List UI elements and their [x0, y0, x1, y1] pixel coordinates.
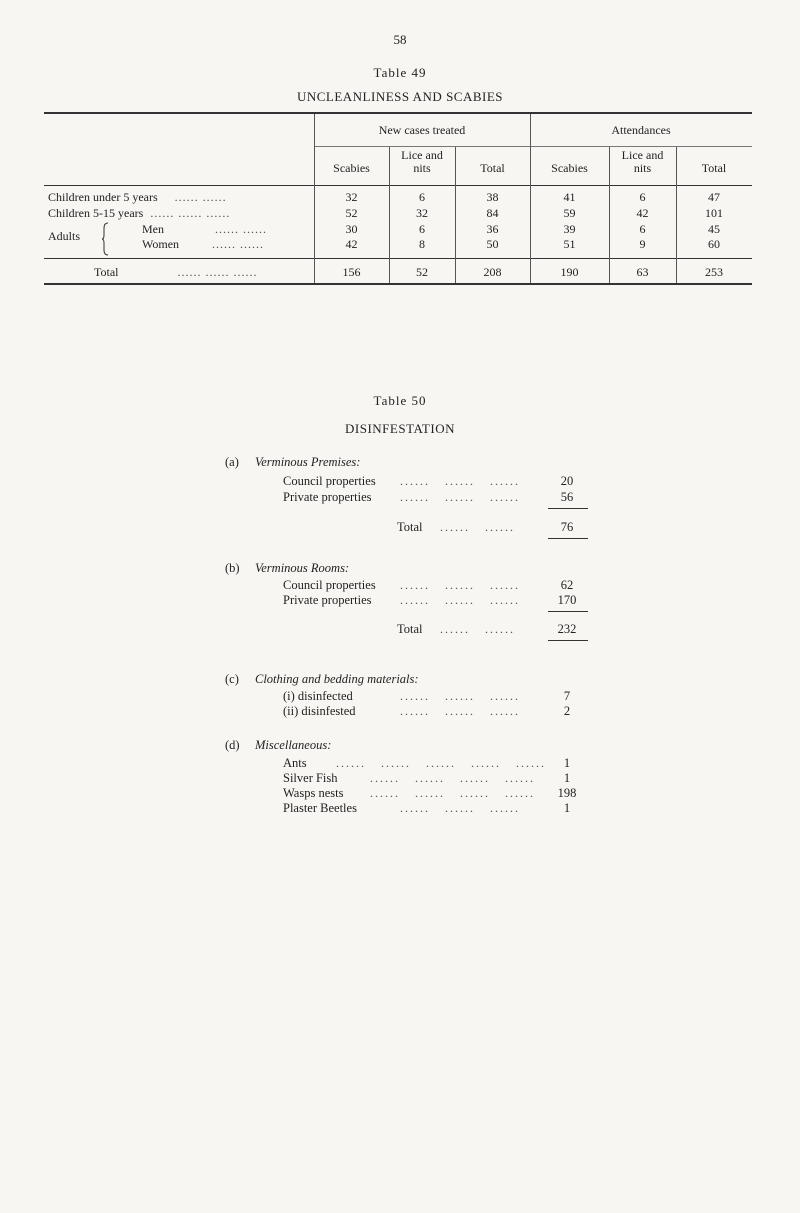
table-cell-total: 52: [416, 265, 428, 279]
leader-dots: ...... ...... ......: [177, 265, 258, 279]
list-item-label: Council properties: [283, 474, 376, 488]
leader-dots: ...... ...... ...... ......: [370, 771, 535, 785]
subtotal-rule: [548, 508, 588, 509]
list-item-value: 2: [563, 704, 571, 718]
leader-dots: ...... ...... ......: [400, 704, 520, 718]
body-rule: [44, 258, 752, 259]
col-header-lice-line1: Lice and: [401, 148, 443, 162]
table-cell: 8: [419, 237, 425, 251]
table-cell: 60: [708, 237, 720, 251]
table-cell: 9: [639, 237, 646, 251]
col-header-lice-line2: nits: [633, 161, 652, 175]
section-a-letter: (a): [225, 455, 239, 469]
table-cell: 42: [636, 206, 649, 220]
table-cell: 6: [639, 222, 646, 236]
section-c-heading: Clothing and bedding materials:: [255, 672, 419, 686]
table-cell: 50: [486, 237, 499, 251]
row-label-women: [142, 237, 264, 252]
col-header-lice: [609, 149, 676, 175]
table-50-caption: Table 50: [373, 393, 427, 408]
list-item-label: Private properties: [283, 490, 372, 504]
leader-dots: ...... ...... ......: [400, 474, 520, 488]
table-cell: 6: [419, 190, 425, 204]
header-rule: [44, 185, 752, 186]
table-cell-total: 208: [483, 265, 502, 279]
leader-dots: ...... ......: [215, 222, 267, 236]
group-rule: [314, 146, 752, 147]
subtotal-rule: [548, 611, 588, 612]
table-49-caption: Table 49: [373, 65, 427, 80]
section-b-heading: Verminous Rooms:: [255, 561, 350, 575]
row-label-total: [94, 265, 258, 280]
page-number: 58: [393, 32, 407, 47]
leader-dots: ...... ...... ...... ......: [370, 786, 535, 800]
table-cell: 6: [639, 190, 646, 204]
table-50-title: DISINFESTATION: [345, 421, 455, 436]
list-item-label: Council properties: [283, 578, 376, 592]
leader-dots: ...... ...... ......: [400, 593, 520, 607]
section-a-heading: Verminous Premises:: [255, 455, 361, 469]
row-label-text: Total: [94, 265, 119, 279]
group-header-attendances: Attendances: [611, 123, 671, 137]
section-c-letter: (c): [225, 672, 239, 686]
list-item-label: Private properties: [283, 593, 372, 607]
table-cell: 39: [563, 222, 576, 236]
col-header-scabies: Scabies: [551, 161, 588, 175]
row-label-men: [142, 222, 267, 237]
leader-dots: ...... ...... ......: [400, 490, 520, 504]
table-cell-total: 63: [636, 265, 649, 279]
leader-dots: ...... ...... ......: [400, 801, 520, 815]
table-cell-total: 156: [342, 265, 361, 279]
table-cell: 59: [563, 206, 576, 220]
list-item-label: Ants: [283, 756, 307, 770]
list-item-value: 1: [563, 771, 571, 785]
list-item-label: Wasps nests: [283, 786, 344, 800]
table-cell: 51: [563, 237, 576, 251]
table-49-title: UNCLEANLINESS AND SCABIES: [296, 89, 504, 104]
leader-dots: ...... ......: [440, 520, 515, 534]
list-item-label: Silver Fish: [283, 771, 338, 785]
table-cell: 32: [345, 190, 358, 204]
leader-dots: ...... ......: [212, 237, 265, 251]
table-top-rule: [44, 112, 752, 114]
list-item-label: (ii) disinfested: [283, 704, 356, 718]
table-cell: 41: [563, 190, 576, 204]
adults-label: Adults: [48, 229, 81, 243]
list-item-label: Plaster Beetles: [283, 801, 357, 815]
total-rule: [548, 538, 588, 539]
list-item-value: 7: [563, 689, 571, 703]
table-cell: 45: [708, 222, 720, 236]
row-label-text: Children 5-15 years: [48, 206, 144, 220]
leader-dots: ...... ...... ......: [400, 578, 520, 592]
section-d-letter: (d): [225, 738, 240, 752]
table-cell: 52: [345, 206, 358, 220]
list-item-value: 198: [557, 786, 577, 800]
list-item-value: 20: [560, 474, 574, 488]
total-label: Total: [397, 622, 423, 636]
section-b-letter: (b): [225, 561, 240, 575]
row-label-children-under-5: [48, 190, 227, 205]
list-item-value: 62: [560, 578, 574, 592]
col-header-lice-line2: nits: [413, 161, 431, 175]
total-label: Total: [397, 520, 423, 534]
group-header-new-cases: New cases treated: [378, 123, 466, 137]
col-header-total: Total: [701, 161, 727, 175]
leader-dots: ...... ...... ...... ...... ......: [336, 756, 546, 770]
section-a-total: 76: [560, 520, 574, 534]
table-cell: 101: [705, 206, 723, 220]
list-item-value: 1: [563, 756, 571, 770]
row-label-text: Women: [142, 237, 180, 251]
table-cell: 30: [345, 222, 358, 236]
total-rule: [548, 640, 588, 641]
row-label-text: Men: [142, 222, 164, 236]
list-item-label: (i) disinfected: [283, 689, 353, 703]
table-cell: 32: [416, 206, 428, 220]
leader-dots: ...... ...... ......: [150, 206, 231, 220]
table-cell: 42: [345, 237, 358, 251]
col-header-lice-line1: Lice and: [621, 148, 664, 162]
table-cell: 36: [486, 222, 499, 236]
leader-dots: ...... ......: [174, 190, 227, 204]
col-header-total: Total: [480, 161, 505, 175]
table-cell: 38: [486, 190, 499, 204]
section-d-heading: Miscellaneous:: [255, 738, 332, 752]
col-header-lice: [389, 149, 455, 175]
table-cell: 84: [486, 206, 499, 220]
list-item-value: 170: [557, 593, 577, 607]
table-cell: 47: [708, 190, 720, 204]
row-label-children-5-15: [48, 206, 230, 221]
table-cell: 6: [419, 222, 425, 236]
row-label-text: Children under 5 years: [48, 190, 158, 204]
leader-dots: ...... ......: [440, 622, 515, 636]
table-cell-total: 253: [705, 265, 723, 279]
section-b-total: 232: [557, 622, 577, 636]
list-item-value: 56: [560, 490, 574, 504]
adults-brace: [102, 222, 110, 256]
leader-dots: ...... ...... ......: [400, 689, 520, 703]
col-header-scabies: Scabies: [333, 161, 370, 175]
table-cell-total: 190: [560, 265, 579, 279]
list-item-value: 1: [563, 801, 571, 815]
table-bottom-rule: [44, 283, 752, 285]
